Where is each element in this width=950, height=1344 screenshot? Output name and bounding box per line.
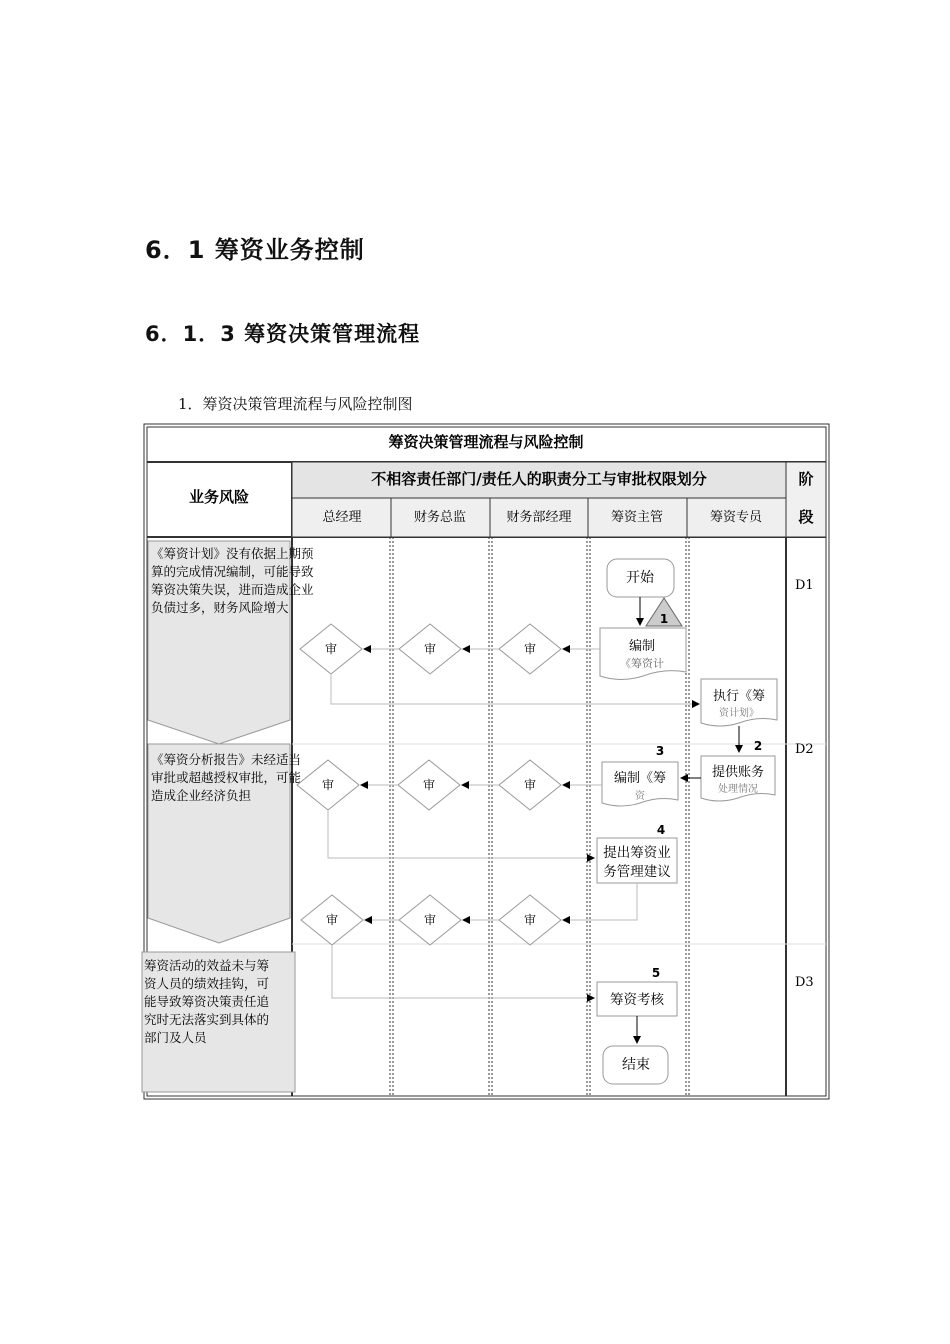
column-header-financing-supervisor: 筹资主管: [610, 510, 664, 525]
end-label: 结束: [622, 1057, 650, 1073]
stage-header-1: 阶: [798, 470, 814, 488]
risk-text-3: 筹资活动的效益未与筹 资人员的绩效挂钩，可 能导致筹资决策责任追 究时无法落实到具体的 部门及人员: [144, 958, 270, 1045]
figure-caption: 1．筹资决策管理流程与风险控制图: [178, 395, 413, 413]
step-propose-suggestions-label-2: 务管理建议: [603, 864, 671, 880]
step-marker-1: 1: [659, 612, 669, 626]
step-marker-2: 2: [753, 739, 763, 753]
review-label: 审: [324, 642, 338, 656]
review-label: 审: [523, 642, 537, 656]
review-label: 审: [422, 778, 436, 792]
column-header-cfo: 财务总监: [413, 510, 467, 525]
dept-header: 不相容责任部门/责任人的职责分工与审批权限划分: [371, 470, 707, 488]
subsection-heading: 6．1．3 筹资决策管理流程: [145, 322, 421, 346]
review-label: 审: [321, 778, 335, 792]
step-compile-analysis-label-2: 资: [635, 791, 645, 802]
column-header-financing-specialist: 筹资专员: [709, 510, 763, 525]
stage-label-d3: D3: [795, 975, 814, 990]
section-heading: 6．1 筹资业务控制: [145, 236, 365, 264]
stage-label-d1: D1: [795, 578, 814, 593]
step-compile-plan-label-2: 《筹资计: [620, 657, 664, 670]
stage-label-d2: D2: [795, 742, 814, 757]
step-marker-4: 4: [656, 823, 666, 837]
step-marker-3: 3: [655, 744, 665, 758]
review-label: 审: [325, 913, 339, 927]
risk-text-2: 《筹资分析报告》未经适当 审批或超越授权审批，可能 造成企业经济负担: [151, 752, 302, 803]
start-label: 开始: [626, 570, 654, 586]
stage-header-2: 段: [798, 508, 814, 526]
table-title: 筹资决策管理流程与风险控制: [388, 433, 584, 451]
step-execute-plan-label: 执行《筹: [712, 689, 766, 704]
step-provide-accounting-label-2: 处理情况: [718, 784, 758, 795]
step-compile-plan-label: 编制: [629, 639, 656, 654]
step-provide-accounting-label: 提供账务: [711, 765, 765, 780]
column-header-ceo: 总经理: [322, 510, 362, 525]
review-label: 审: [423, 913, 437, 927]
risk-text-1: 《筹资计划》没有依据上期预 算的完成情况编制，可能导致 筹资决策失误，进而造成企业 负债过多，财务风险增大: [151, 546, 314, 615]
step-financing-assessment-label: 筹资考核: [610, 992, 664, 1008]
step-propose-suggestions-label: 提出筹资业: [603, 845, 671, 861]
risk-header: 业务风险: [188, 488, 250, 506]
review-label: 审: [523, 778, 537, 792]
review-label: 审: [423, 642, 437, 656]
step-marker-5: 5: [651, 966, 661, 980]
column-header-finance-manager: 财务部经理: [506, 510, 572, 525]
review-label: 审: [523, 913, 537, 927]
step-compile-analysis-label: 编制《筹: [613, 771, 667, 786]
step-execute-plan-label-2: 资计划》: [719, 708, 759, 719]
